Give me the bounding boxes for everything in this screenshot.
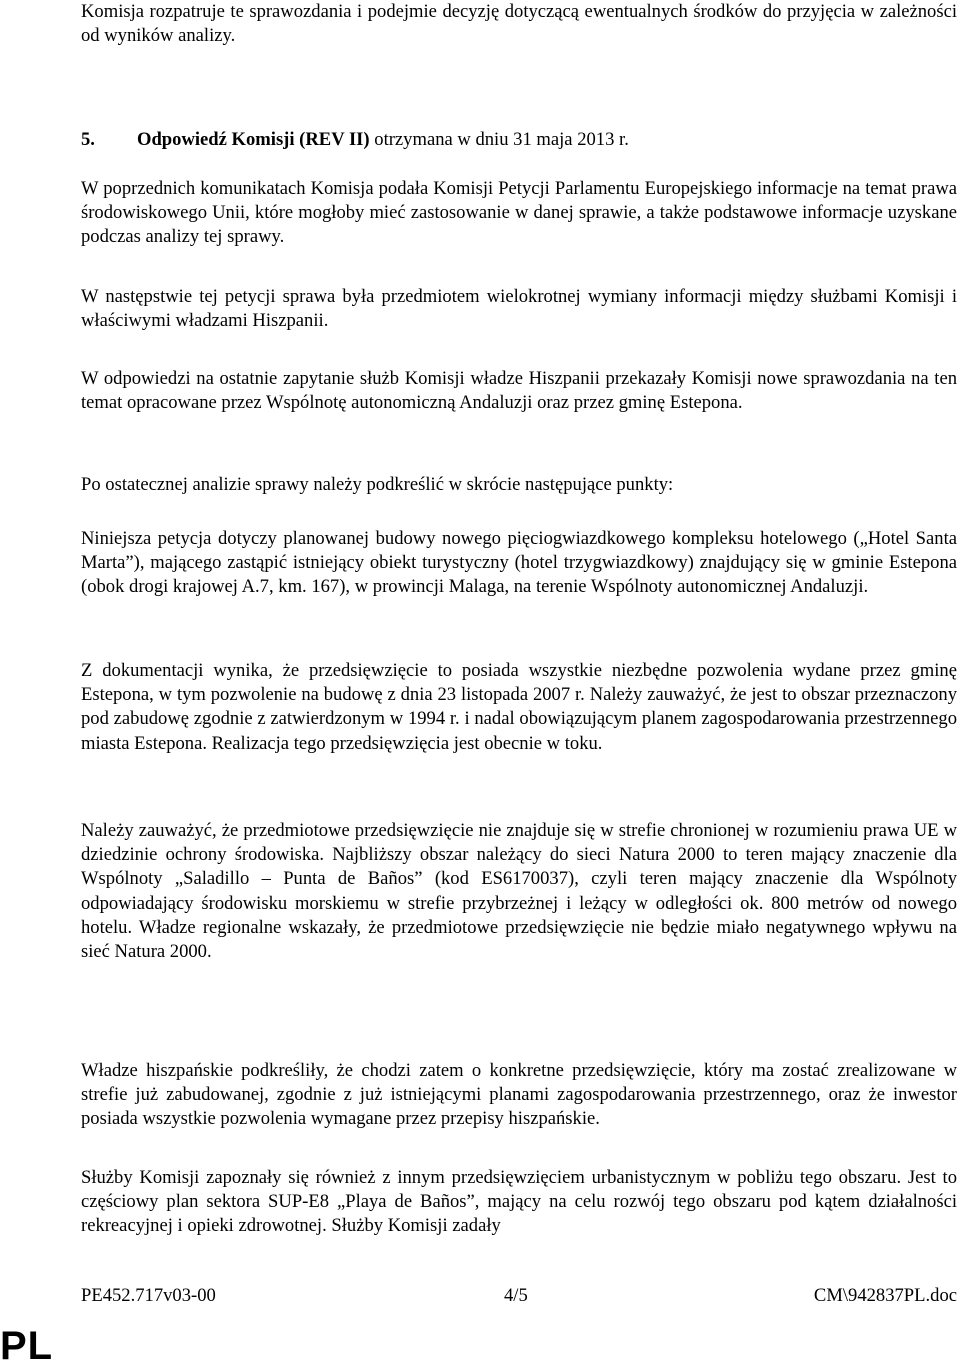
page-number: 4/5	[504, 1285, 528, 1306]
paragraph: Władze hiszpańskie podkreśliły, że chodzi zatem o konkretne przedsięwzięcie, który ma zostać zrealizowane w strefie już zabudowanej, zgodnie z już istniejącymi planami zagospodarowania przestrzennego, oraz że inwestor posiada wszystkie pozwolenia wymagane przez przepisy hiszpańskie.	[81, 1060, 957, 1130]
file-name: CM\942837PL.doc	[813, 1285, 957, 1306]
section-title-rest: otrzymana w dniu 31 maja 2013 r.	[369, 129, 629, 150]
paragraph: Należy zauważyć, że przedmiotowe przedsięwzięcie nie znajduje się w strefie chronionej w rozumieniu prawa UE w dziedzinie ochrony środowiska. Najbliższy obszar należący do sieci Natura 2000 to teren mający znaczenie dla Wspólnoty „Saladillo – Punta de Baños” (kod ES6170037), czyli teren mający znaczenie dla Wspólnoty odpowiadający środowisku morskiemu w strefie przybrzeżnej i leżący w odległości ok. 800 metrów od nowego hotelu. Władze regionalne wskazały, że przedmiotowe przedsięwzięcie nie będzie miało negatywnego wpływu na sieć Natura 2000.	[81, 820, 957, 963]
paragraph: W następstwie tej petycji sprawa była przedmiotem wielokrotnej wymiany informacji między służbami Komisji i właściwymi władzami Hiszpanii.	[81, 286, 957, 332]
paragraph: Służby Komisji zapoznały się również z innym przedsięwzięciem urbanistycznym w pobliżu tego obszaru. Jest to częściowy plan sektora SUP-E8 „Playa de Baños”, mający na celu rozwój tego obszaru pod kątem działalności rekreacyjnej i opieki zdrowotnej. Służby Komisji zadały	[81, 1167, 957, 1237]
language-code: PL	[0, 1324, 54, 1368]
paragraph: Z dokumentacji wynika, że przedsięwzięcie to posiada wszystkie niezbędne pozwolenia wydane przez gminę Estepona, w tym pozwolenie na budowę z dnia 23 listopada 2007 r. Należy zauważyć, że jest to obszar przeznaczony pod zabudowę zgodnie z zatwierdzonym w 1994 r. i nadal obowiązującym planem zagospodarowania przestrzennego miasta Estepona. Realizacja tego przedsięwzięcia jest obecnie w toku.	[81, 660, 957, 754]
paragraph: Po ostatecznej analizie sprawy należy podkreślić w skrócie następujące punkty:	[81, 474, 674, 495]
intro-paragraph: Komisja rozpatruje te sprawozdania i podejmie decyzję dotyczącą ewentualnych środków do przyjęcia w zależności od wyników analizy.	[81, 1, 957, 47]
section-heading	[81, 128, 957, 152]
page-footer	[81, 1284, 957, 1308]
paragraph: W odpowiedzi na ostatnie zapytanie służb Komisji władze Hiszpanii przekazały Komisji nowe sprawozdania na ten temat opracowane przez Wspólnotę autonomiczną Andaluzji oraz przez gminę Estepona.	[81, 368, 957, 414]
paragraph: W poprzednich komunikatach Komisja podała Komisji Petycji Parlamentu Europejskiego informacje na temat prawa środowiskowego Unii, które mogłoby mieć zastosowanie w danej sprawie, a także podstawowe informacje uzyskane podczas analizy tej sprawy.	[81, 178, 957, 248]
section-number: 5.	[81, 129, 95, 150]
document-reference: PE452.717v03-00	[81, 1285, 216, 1306]
section-title-bold: Odpowiedź Komisji (REV II)	[137, 129, 370, 150]
paragraph: Niniejsza petycja dotyczy planowanej budowy nowego pięciogwiazdkowego kompleksu hotelowego („Hotel Santa Marta”), mającego zastąpić istniejący obiekt turystyczny (hotel trzygwiazdkowy) znajdujący się w gminie Estepona (obok drogi krajowej A.7, km. 167), w prowincji Malaga, na terenie Wspólnoty autonomicznej Andaluzji.	[81, 528, 957, 598]
